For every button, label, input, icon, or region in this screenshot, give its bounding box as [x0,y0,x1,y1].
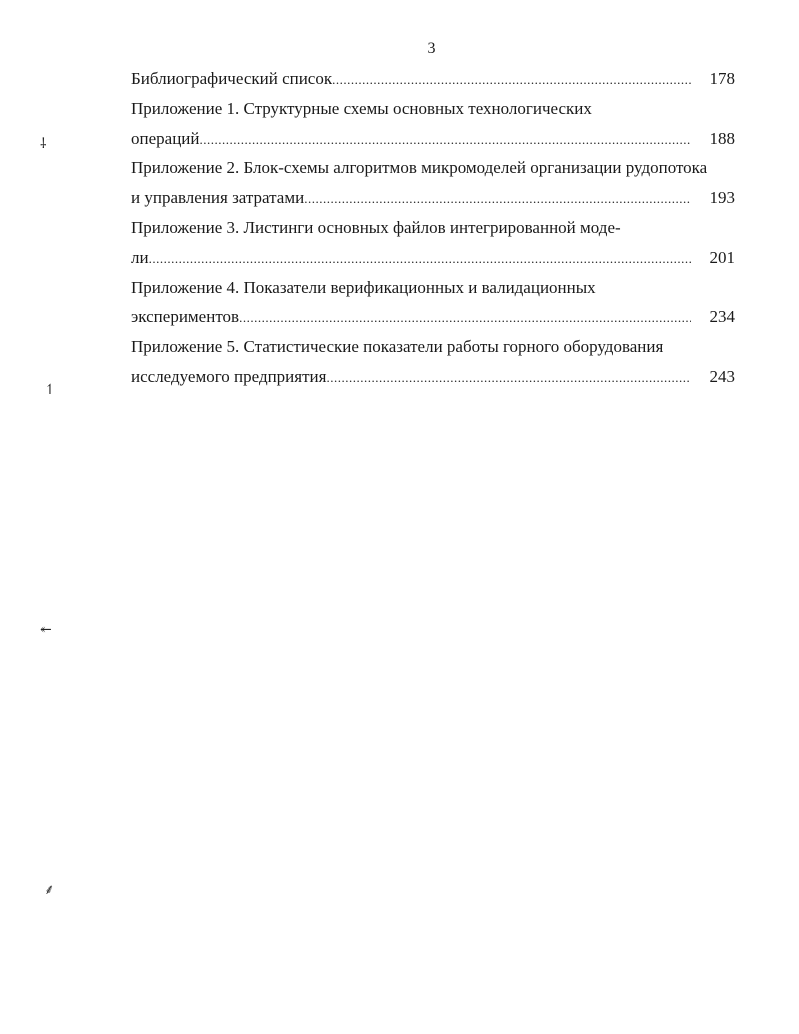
toc-entry-page: 234 [709,307,735,327]
toc-leader-dots [199,125,691,155]
toc-entry-title: экспериментов [131,307,240,327]
toc-entry-appendix-1-line-2 [131,124,735,154]
toc-entry-title: исследуемого предприятия [131,366,327,386]
toc-entry-appendix-5-line-2 [131,362,735,392]
toc-entry-appendix-2-line-1 [131,153,735,183]
toc-entry-title: операций [131,128,200,148]
table-of-contents [131,64,735,392]
toc-entry-appendix-5-line-1 [131,332,735,362]
toc-entry-page: 188 [709,128,735,148]
scan-mark-icon: ↞ [40,623,52,638]
toc-entry-appendix-3-line-1 [131,213,735,243]
toc-entry-title: Библиографический список [131,69,333,88]
toc-entry-page: 201 [709,247,735,267]
toc-entry-page: 193 [709,188,735,208]
toc-leader-dots [332,65,691,95]
scan-mark-icon: ↿ [44,383,56,398]
toc-leader-dots [149,244,691,274]
toc-leader-dots [326,363,691,393]
toc-entry-title: ли [131,247,149,267]
scan-mark-icon: ⸸ [40,137,47,152]
toc-entry-page: 243 [709,366,735,386]
toc-entry-title: Приложение 3. Листинги основных файлов интегрированной моде- [131,217,621,237]
toc-entry-appendix-3-line-2 [131,243,735,273]
scan-mark-icon: ⸙ [44,883,55,898]
toc-entry-title: Приложение 4. Показатели верификационных и валидационных [131,277,596,297]
toc-leader-dots [239,303,691,333]
toc-entry-appendix-4-line-1 [131,273,735,303]
toc-entry-appendix-1-line-1 [131,94,735,124]
toc-entry-bibliography [131,64,735,94]
toc-entry-title: Приложение 2. Блок-схемы алгоритмов микромоделей организации рудопотока [131,158,708,178]
toc-entry-appendix-4-line-2 [131,302,735,332]
toc-entry-title: Приложение 1. Структурные схемы основных технологических [131,98,592,118]
toc-leader-dots [304,184,691,214]
page-number: 3 [427,40,436,57]
toc-entry-appendix-2-line-2 [131,183,735,213]
toc-entry-title: Приложение 5. Статистические показатели работы горного оборудования [131,337,664,357]
toc-entry-page: 178 [709,69,735,88]
toc-entry-title: и управления затратами [131,188,305,208]
